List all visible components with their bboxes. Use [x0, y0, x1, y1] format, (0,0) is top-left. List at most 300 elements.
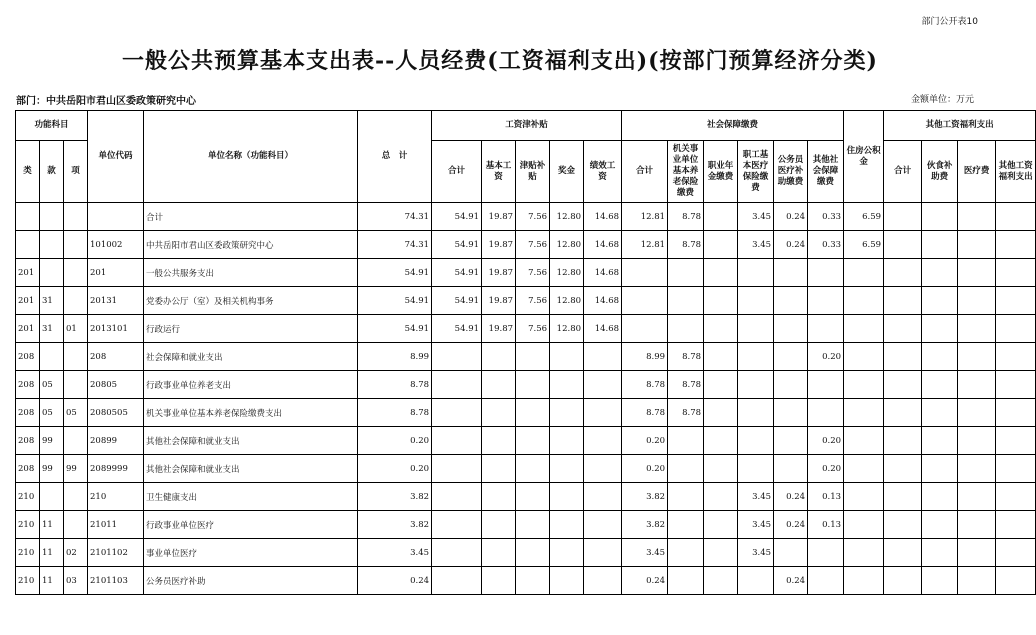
social-total-cell: 0.20	[622, 427, 668, 455]
xiang-cell	[64, 371, 88, 399]
lei-cell	[16, 203, 40, 231]
other-total-cell	[884, 231, 922, 259]
other-social-cell: 0.20	[808, 427, 844, 455]
xiang-cell: 01	[64, 315, 88, 343]
meal-cell	[922, 455, 958, 483]
medical-fee-cell	[958, 511, 996, 539]
kuan-cell: 99	[40, 455, 64, 483]
amount-unit-label: 金额单位：万元	[910, 95, 974, 105]
bonus-cell: 12.80	[550, 231, 584, 259]
total-cell: 0.20	[358, 455, 432, 483]
annuity-cell	[704, 511, 738, 539]
lei-cell: 208	[16, 427, 40, 455]
medical-cell	[738, 259, 774, 287]
xiang-cell	[64, 511, 88, 539]
other-total-cell	[884, 315, 922, 343]
meal-cell	[922, 511, 958, 539]
table-row	[16, 399, 1036, 427]
wage-total-cell: 54.91	[432, 259, 482, 287]
basic-wage-cell: 19.87	[482, 203, 516, 231]
header-other-social: 其他社会保障缴费	[808, 141, 844, 203]
other-social-cell: 0.33	[808, 203, 844, 231]
performance-cell	[584, 511, 622, 539]
annuity-cell	[704, 371, 738, 399]
unit-code-cell: 101002	[88, 231, 144, 259]
meal-cell	[922, 231, 958, 259]
allowance-cell	[516, 343, 550, 371]
meal-cell	[922, 399, 958, 427]
kuan-cell: 05	[40, 399, 64, 427]
kuan-cell: 11	[40, 567, 64, 595]
table-number-label: 部门公开表10	[921, 17, 978, 27]
unit-code-cell: 2089999	[88, 455, 144, 483]
social-total-cell	[622, 315, 668, 343]
housing-cell	[844, 259, 884, 287]
unit-code-cell: 2013101	[88, 315, 144, 343]
social-total-cell: 8.78	[622, 371, 668, 399]
header-other-group: 其他工资福利支出	[884, 111, 1036, 141]
civil-medical-cell: 0.24	[774, 231, 808, 259]
allowance-cell: 7.56	[516, 315, 550, 343]
lei-cell: 208	[16, 371, 40, 399]
annuity-cell	[704, 427, 738, 455]
housing-cell: 6.59	[844, 203, 884, 231]
other-social-cell	[808, 539, 844, 567]
wage-total-cell	[432, 483, 482, 511]
housing-cell	[844, 287, 884, 315]
lei-cell: 210	[16, 511, 40, 539]
unit-code-cell: 21011	[88, 511, 144, 539]
table-row	[16, 203, 1036, 231]
basic-wage-cell	[482, 427, 516, 455]
civil-medical-cell	[774, 315, 808, 343]
other-social-cell	[808, 315, 844, 343]
other-social-cell: 0.33	[808, 231, 844, 259]
annuity-cell	[704, 567, 738, 595]
total-cell: 54.91	[358, 315, 432, 343]
medical-fee-cell	[958, 483, 996, 511]
other-social-cell: 0.13	[808, 483, 844, 511]
performance-cell: 14.68	[584, 287, 622, 315]
medical-cell: 3.45	[738, 231, 774, 259]
medical-cell: 3.45	[738, 203, 774, 231]
performance-cell: 14.68	[584, 315, 622, 343]
meal-cell	[922, 287, 958, 315]
basic-wage-cell	[482, 455, 516, 483]
wage-total-cell	[432, 343, 482, 371]
medical-fee-cell	[958, 567, 996, 595]
xiang-cell: 05	[64, 399, 88, 427]
total-cell: 3.82	[358, 511, 432, 539]
other-social-cell: 0.20	[808, 343, 844, 371]
lei-cell: 201	[16, 315, 40, 343]
housing-cell	[844, 567, 884, 595]
total-cell: 0.24	[358, 567, 432, 595]
civil-medical-cell	[774, 371, 808, 399]
total-cell: 3.82	[358, 483, 432, 511]
annuity-cell	[704, 343, 738, 371]
unit-code-cell: 2101103	[88, 567, 144, 595]
table-row	[16, 371, 1036, 399]
bonus-cell	[550, 511, 584, 539]
wage-total-cell: 54.91	[432, 287, 482, 315]
unit-name-cell: 其他社会保障和就业支出	[144, 455, 358, 483]
header-xiang: 项	[64, 141, 88, 203]
civil-medical-cell: 0.24	[774, 483, 808, 511]
pension-cell	[668, 287, 704, 315]
unit-name-cell: 一般公共服务支出	[144, 259, 358, 287]
basic-wage-cell	[482, 483, 516, 511]
unit-code-cell: 20805	[88, 371, 144, 399]
header-social-group: 社会保障缴费	[622, 111, 844, 141]
civil-medical-cell: 0.24	[774, 203, 808, 231]
annuity-cell	[704, 203, 738, 231]
other-welfare-cell	[996, 427, 1036, 455]
other-social-cell	[808, 259, 844, 287]
basic-wage-cell: 19.87	[482, 287, 516, 315]
other-welfare-cell	[996, 539, 1036, 567]
allowance-cell	[516, 455, 550, 483]
allowance-cell	[516, 539, 550, 567]
table-row	[16, 511, 1036, 539]
performance-cell	[584, 483, 622, 511]
other-welfare-cell	[996, 315, 1036, 343]
xiang-cell	[64, 287, 88, 315]
other-social-cell	[808, 567, 844, 595]
table-row	[16, 567, 1036, 595]
civil-medical-cell	[774, 455, 808, 483]
pension-cell	[668, 259, 704, 287]
unit-name-cell: 公务员医疗补助	[144, 567, 358, 595]
allowance-cell: 7.56	[516, 231, 550, 259]
basic-wage-cell	[482, 567, 516, 595]
xiang-cell	[64, 231, 88, 259]
other-total-cell	[884, 371, 922, 399]
other-welfare-cell	[996, 511, 1036, 539]
social-total-cell: 12.81	[622, 203, 668, 231]
table-row	[16, 483, 1036, 511]
pension-cell: 8.78	[668, 371, 704, 399]
medical-cell	[738, 343, 774, 371]
department-label: 部门：中共岳阳市君山区委政策研究中心	[16, 96, 196, 107]
other-total-cell	[884, 455, 922, 483]
total-cell: 3.45	[358, 539, 432, 567]
medical-cell: 3.45	[738, 511, 774, 539]
meal-cell	[922, 567, 958, 595]
medical-cell	[738, 427, 774, 455]
annuity-cell	[704, 399, 738, 427]
performance-cell: 14.68	[584, 231, 622, 259]
meal-cell	[922, 259, 958, 287]
social-total-cell: 12.81	[622, 231, 668, 259]
lei-cell: 210	[16, 567, 40, 595]
civil-medical-cell	[774, 399, 808, 427]
allowance-cell: 7.56	[516, 259, 550, 287]
basic-wage-cell	[482, 511, 516, 539]
civil-medical-cell	[774, 427, 808, 455]
lei-cell: 208	[16, 343, 40, 371]
allowance-cell	[516, 427, 550, 455]
medical-fee-cell	[958, 371, 996, 399]
bonus-cell	[550, 539, 584, 567]
header-unit-name: 单位名称（功能科目）	[144, 111, 358, 203]
performance-cell	[584, 539, 622, 567]
pension-cell	[668, 567, 704, 595]
unit-name-cell: 卫生健康支出	[144, 483, 358, 511]
meal-cell	[922, 203, 958, 231]
medical-fee-cell	[958, 539, 996, 567]
basic-wage-cell: 19.87	[482, 259, 516, 287]
performance-cell	[584, 455, 622, 483]
other-social-cell: 0.20	[808, 455, 844, 483]
header-other-total: 合计	[884, 141, 922, 203]
other-total-cell	[884, 203, 922, 231]
kuan-cell: 31	[40, 287, 64, 315]
unit-code-cell: 210	[88, 483, 144, 511]
performance-cell: 14.68	[584, 203, 622, 231]
kuan-cell	[40, 343, 64, 371]
bonus-cell: 12.80	[550, 203, 584, 231]
social-total-cell: 8.99	[622, 343, 668, 371]
wage-total-cell	[432, 539, 482, 567]
unit-name-cell: 其他社会保障和就业支出	[144, 427, 358, 455]
annuity-cell	[704, 483, 738, 511]
pension-cell	[668, 539, 704, 567]
civil-medical-cell	[774, 259, 808, 287]
pension-cell: 8.78	[668, 343, 704, 371]
other-social-cell	[808, 371, 844, 399]
medical-fee-cell	[958, 455, 996, 483]
unit-name-cell: 行政运行	[144, 315, 358, 343]
annuity-cell	[704, 455, 738, 483]
header-allowance: 津贴补贴	[516, 141, 550, 203]
kuan-cell	[40, 259, 64, 287]
bonus-cell	[550, 371, 584, 399]
other-welfare-cell	[996, 203, 1036, 231]
medical-cell: 3.45	[738, 539, 774, 567]
other-total-cell	[884, 511, 922, 539]
table-row	[16, 315, 1036, 343]
xiang-cell: 02	[64, 539, 88, 567]
page-title: 一般公共预算基本支出表--人员经费(工资福利支出)(按部门预算经济分类)	[122, 48, 878, 74]
other-total-cell	[884, 399, 922, 427]
wage-total-cell	[432, 567, 482, 595]
unit-code-cell: 20899	[88, 427, 144, 455]
other-total-cell	[884, 567, 922, 595]
table-row	[16, 231, 1036, 259]
medical-cell: 3.45	[738, 483, 774, 511]
wage-total-cell	[432, 427, 482, 455]
performance-cell	[584, 343, 622, 371]
header-wage-total: 合计	[432, 141, 482, 203]
medical-cell	[738, 399, 774, 427]
social-total-cell: 3.82	[622, 483, 668, 511]
unit-name-cell: 行政事业单位养老支出	[144, 371, 358, 399]
housing-cell: 6.59	[844, 231, 884, 259]
performance-cell	[584, 399, 622, 427]
header-meal: 伙食补助费	[922, 141, 958, 203]
kuan-cell: 05	[40, 371, 64, 399]
other-social-cell	[808, 399, 844, 427]
meal-cell	[922, 539, 958, 567]
social-total-cell: 0.20	[622, 455, 668, 483]
unit-name-cell: 合计	[144, 203, 358, 231]
medical-fee-cell	[958, 259, 996, 287]
table-row	[16, 455, 1036, 483]
housing-cell	[844, 511, 884, 539]
annuity-cell	[704, 315, 738, 343]
meal-cell	[922, 371, 958, 399]
other-total-cell	[884, 343, 922, 371]
header-medical: 职工基本医疗保险缴费	[738, 141, 774, 203]
pension-cell: 8.78	[668, 203, 704, 231]
housing-cell	[844, 483, 884, 511]
other-total-cell	[884, 483, 922, 511]
xiang-cell	[64, 483, 88, 511]
lei-cell: 210	[16, 483, 40, 511]
allowance-cell	[516, 511, 550, 539]
housing-cell	[844, 343, 884, 371]
bonus-cell: 12.80	[550, 315, 584, 343]
meal-cell	[922, 483, 958, 511]
social-total-cell: 0.24	[622, 567, 668, 595]
kuan-cell: 11	[40, 511, 64, 539]
medical-cell	[738, 315, 774, 343]
bonus-cell: 12.80	[550, 259, 584, 287]
medical-cell	[738, 287, 774, 315]
wage-total-cell	[432, 399, 482, 427]
lei-cell: 201	[16, 287, 40, 315]
bonus-cell	[550, 399, 584, 427]
unit-code-cell: 2080505	[88, 399, 144, 427]
other-welfare-cell	[996, 259, 1036, 287]
table-body	[16, 203, 1036, 595]
basic-wage-cell: 19.87	[482, 231, 516, 259]
lei-cell	[16, 231, 40, 259]
housing-cell	[844, 315, 884, 343]
performance-cell: 14.68	[584, 259, 622, 287]
header-housing: 住房公积金	[844, 111, 884, 203]
annuity-cell	[704, 259, 738, 287]
header-kuan: 款	[40, 141, 64, 203]
header-performance: 绩效工资	[584, 141, 622, 203]
unit-name-cell: 社会保障和就业支出	[144, 343, 358, 371]
medical-fee-cell	[958, 287, 996, 315]
housing-cell	[844, 371, 884, 399]
bonus-cell	[550, 567, 584, 595]
header-civil-medical: 公务员医疗补助缴费	[774, 141, 808, 203]
other-total-cell	[884, 427, 922, 455]
total-cell: 54.91	[358, 259, 432, 287]
pension-cell	[668, 455, 704, 483]
unit-code-cell: 208	[88, 343, 144, 371]
social-total-cell	[622, 259, 668, 287]
lei-cell: 208	[16, 399, 40, 427]
other-welfare-cell	[996, 231, 1036, 259]
wage-total-cell	[432, 511, 482, 539]
kuan-cell: 11	[40, 539, 64, 567]
xiang-cell	[64, 203, 88, 231]
xiang-cell	[64, 343, 88, 371]
other-welfare-cell	[996, 483, 1036, 511]
civil-medical-cell	[774, 539, 808, 567]
civil-medical-cell: 0.24	[774, 511, 808, 539]
performance-cell	[584, 427, 622, 455]
social-total-cell: 3.82	[622, 511, 668, 539]
header-total: 总 计	[358, 111, 432, 203]
unit-name-cell: 行政事业单位医疗	[144, 511, 358, 539]
medical-fee-cell	[958, 315, 996, 343]
wage-total-cell: 54.91	[432, 203, 482, 231]
social-total-cell: 3.45	[622, 539, 668, 567]
basic-wage-cell	[482, 343, 516, 371]
header-social-total: 合计	[622, 141, 668, 203]
header-annuity: 职业年金缴费	[704, 141, 738, 203]
annuity-cell	[704, 287, 738, 315]
wage-total-cell	[432, 371, 482, 399]
basic-wage-cell: 19.87	[482, 315, 516, 343]
annuity-cell	[704, 231, 738, 259]
medical-fee-cell	[958, 343, 996, 371]
bonus-cell	[550, 343, 584, 371]
basic-wage-cell	[482, 371, 516, 399]
table-row	[16, 287, 1036, 315]
kuan-cell	[40, 203, 64, 231]
wage-total-cell: 54.91	[432, 315, 482, 343]
allowance-cell	[516, 399, 550, 427]
performance-cell	[584, 371, 622, 399]
performance-cell	[584, 567, 622, 595]
header-lei: 类	[16, 141, 40, 203]
pension-cell	[668, 511, 704, 539]
pension-cell	[668, 483, 704, 511]
pension-cell: 8.78	[668, 231, 704, 259]
other-total-cell	[884, 259, 922, 287]
wage-total-cell: 54.91	[432, 231, 482, 259]
medical-cell	[738, 371, 774, 399]
total-cell: 54.91	[358, 287, 432, 315]
other-total-cell	[884, 539, 922, 567]
unit-name-cell: 机关事业单位基本养老保险缴费支出	[144, 399, 358, 427]
unit-code-cell	[88, 203, 144, 231]
meal-cell	[922, 343, 958, 371]
budget-table	[15, 110, 1036, 595]
medical-fee-cell	[958, 231, 996, 259]
xiang-cell: 99	[64, 455, 88, 483]
allowance-cell	[516, 483, 550, 511]
pension-cell	[668, 427, 704, 455]
total-cell: 74.31	[358, 231, 432, 259]
table-row	[16, 259, 1036, 287]
other-total-cell	[884, 287, 922, 315]
header-func-subject: 功能科目	[16, 111, 88, 141]
kuan-cell	[40, 483, 64, 511]
unit-name-cell: 事业单位医疗	[144, 539, 358, 567]
bonus-cell	[550, 427, 584, 455]
wage-total-cell	[432, 455, 482, 483]
medical-cell	[738, 567, 774, 595]
other-welfare-cell	[996, 371, 1036, 399]
lei-cell: 201	[16, 259, 40, 287]
other-welfare-cell	[996, 343, 1036, 371]
allowance-cell	[516, 371, 550, 399]
total-cell: 8.99	[358, 343, 432, 371]
civil-medical-cell: 0.24	[774, 567, 808, 595]
header-medical-fee: 医疗费	[958, 141, 996, 203]
medical-fee-cell	[958, 203, 996, 231]
total-cell: 74.31	[358, 203, 432, 231]
other-welfare-cell	[996, 287, 1036, 315]
